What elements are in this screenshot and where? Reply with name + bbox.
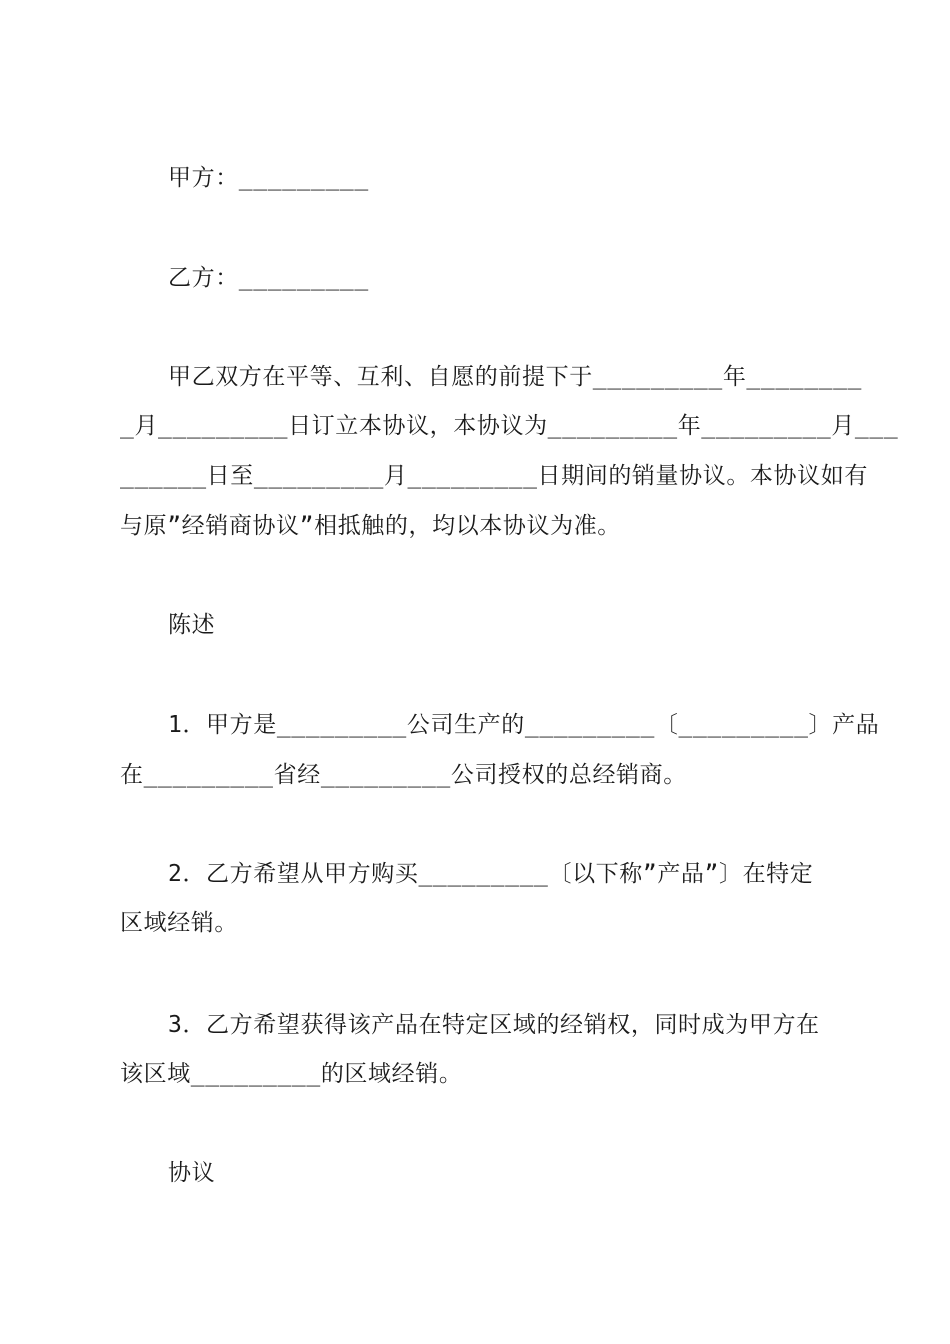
party-a-line: 甲方：_________	[168, 165, 369, 191]
heading-agreement: 协议	[168, 1160, 216, 1186]
item-1-line-1: 1．甲方是_________公司生产的_________〔_________〕产品	[168, 712, 880, 738]
intro-paragraph-line-2: _月_________日订立本协议，本协议为_________年_________月___	[120, 413, 899, 439]
item-3-line-2: 该区域_________的区域经销。	[120, 1061, 463, 1087]
intro-paragraph-line-3: ______日至_________月_________日期间的销量协议。本协议如有	[120, 463, 868, 489]
item-2-line-1: 2．乙方希望从甲方购买_________〔以下称”产品”〕在特定	[168, 861, 814, 887]
heading-statement: 陈述	[168, 612, 216, 638]
party-b-line: 乙方：_________	[168, 265, 369, 291]
intro-paragraph-line-1: 甲乙双方在平等、互利、自愿的前提下于_________年________	[168, 364, 863, 390]
item-1-line-2: 在_________省经_________公司授权的总经销商。	[120, 762, 687, 788]
item-3-line-1: 3．乙方希望获得该产品在特定区域的经销权，同时成为甲方在	[168, 1012, 820, 1038]
intro-paragraph-line-4: 与原”经销商协议”相抵触的，均以本协议为准。	[120, 513, 621, 539]
item-2-line-2: 区域经销。	[120, 910, 238, 936]
